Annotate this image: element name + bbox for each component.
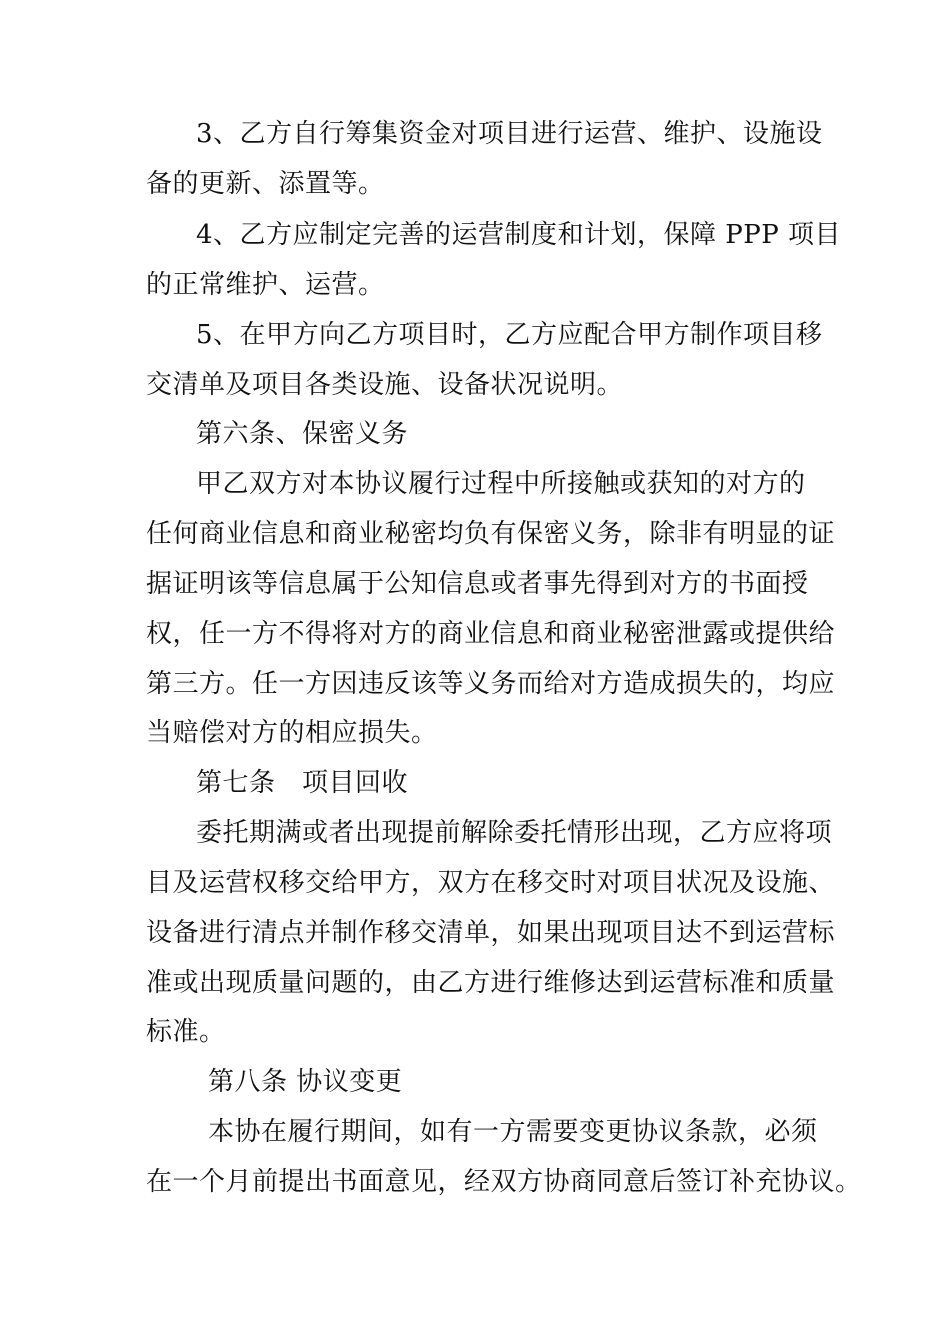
- article-7-body-line-3: 设备进行清点并制作移交清单，如果出现项目达不到运营标: [146, 918, 836, 948]
- article-6-body-line-1: 甲乙双方对本协议履行过程中所接触或获知的对方的: [196, 469, 806, 499]
- article-6-heading: 第六条、保密义务: [196, 419, 409, 449]
- article-7-body-line-4: 准或出现质量问题的，由乙方进行维修达到运营标准和质量: [146, 968, 836, 998]
- article-6-body-line-6: 当赔偿对方的相应损失。: [146, 718, 438, 748]
- paragraph-3-line-1: 3、乙方自行筹集资金对项目进行运营、维护、设施设: [196, 119, 823, 149]
- article-7-body-line-1: 委托期满或者出现提前解除委托情形出现，乙方应将项: [196, 818, 833, 848]
- paragraph-5-line-2: 交清单及项目各类设施、设备状况说明。: [146, 370, 624, 400]
- paragraph-4-line-1: 4、乙方应制定完善的运营制度和计划，保障 PPP 项目: [196, 220, 842, 250]
- article-8-body-line-2: 在一个月前提出书面意见，经双方协商同意后签订补充协议。: [146, 1167, 862, 1197]
- paragraph-4-line-2: 的正常维护、运营。: [146, 270, 385, 300]
- article-8-body-line-1: 本协在履行期间，如有一方需要变更协议条款，必须: [208, 1117, 818, 1147]
- article-6-body-line-5: 第三方。任一方因违反该等义务而给对方造成损失的，均应: [146, 669, 836, 699]
- article-7-body-line-5: 标准。: [146, 1017, 226, 1047]
- article-6-body-line-2: 任何商业信息和商业秘密均负有保密义务，除非有明显的证: [146, 519, 836, 549]
- paragraph-5-line-1: 5、在甲方向乙方项目时，乙方应配合甲方制作项目移: [196, 320, 823, 350]
- paragraph-3-line-2: 备的更新、添置等。: [146, 169, 385, 199]
- article-7-body-line-2: 目及运营权移交给甲方，双方在移交时对项目状况及设施、: [146, 868, 836, 898]
- article-6-body-line-3: 据证明该等信息属于公知信息或者事先得到对方的书面授: [146, 569, 809, 599]
- article-8-heading: 第八条 协议变更: [208, 1067, 403, 1097]
- article-7-heading: 第七条 项目回收: [196, 768, 409, 798]
- article-6-body-line-4: 权，任一方不得将对方的商业信息和商业秘密泄露或提供给: [146, 619, 836, 649]
